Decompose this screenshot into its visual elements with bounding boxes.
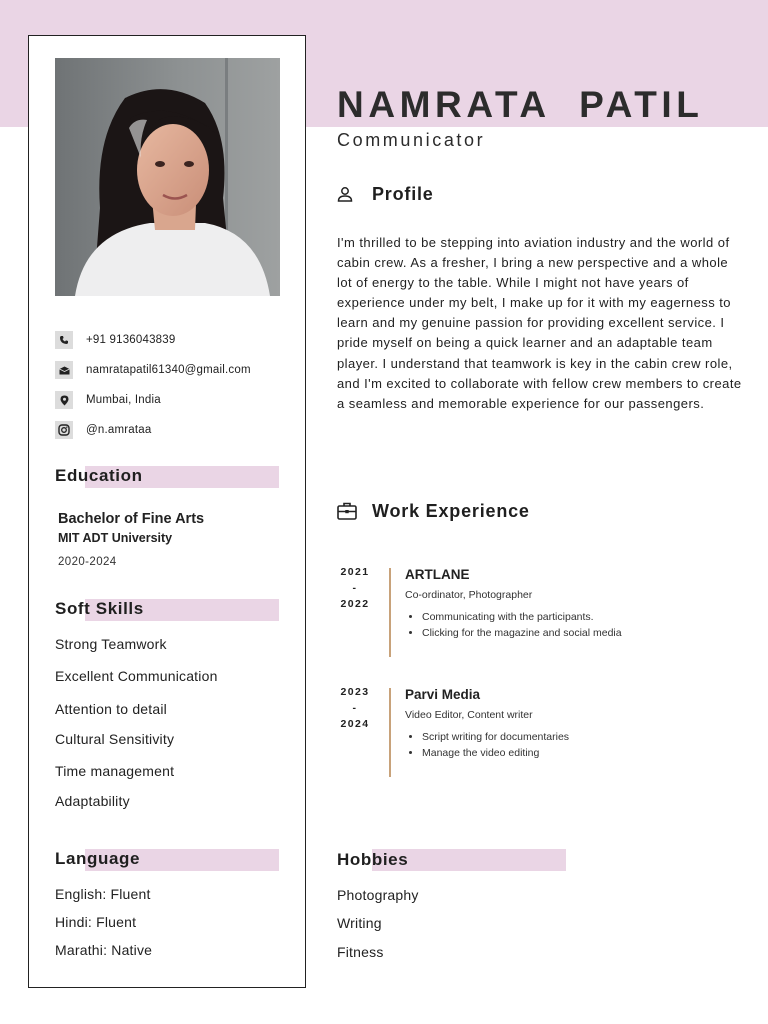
job-start-year: 2021 [340, 566, 370, 578]
candidate-role: Communicator [337, 130, 486, 150]
education-title: Education [55, 466, 143, 485]
contact-phone[interactable] [55, 331, 175, 349]
job-end-year: 2024 [340, 718, 370, 730]
contact-phone-text: +91 9136043839 [86, 334, 176, 346]
contact-instagram[interactable] [55, 421, 151, 439]
soft-skill-item: Cultural Sensitivity [55, 731, 175, 747]
candidate-name: NAMRATA PATIL [337, 84, 704, 125]
envelope-icon [55, 361, 73, 379]
language-title: Language [55, 849, 141, 868]
job-bullet: • Script writing for documentaries [422, 729, 569, 745]
hobbies-title: Hobbies [337, 850, 409, 869]
timeline-line [389, 568, 391, 657]
profile-photo [55, 58, 280, 296]
contact-email-text: namratapatil61340@gmail.com [86, 364, 251, 376]
hobby-item: Fitness [337, 944, 384, 960]
job-company: Parvi Media [405, 687, 481, 702]
job-bullet-list [422, 609, 622, 641]
job-bullet: • Communicating with the participants. [422, 609, 622, 625]
education-years: 2020-2024 [58, 556, 117, 568]
education-degree: Bachelor of Fine Arts [58, 511, 205, 527]
soft-skill-item: Strong Teamwork [55, 636, 167, 652]
job-role: Video Editor, Content writer [405, 709, 533, 721]
job-bullet: • Manage the video editing [422, 745, 569, 761]
profile-title: Profile [372, 184, 434, 204]
contact-instagram-text: @n.amrataa [86, 424, 152, 436]
instagram-icon [55, 421, 73, 439]
hobby-item: Photography [337, 887, 419, 903]
soft-skills-title: Soft Skills [55, 599, 144, 618]
phone-icon [55, 331, 73, 349]
contact-email[interactable] [55, 361, 251, 379]
language-item: Hindi: Fluent [55, 914, 137, 930]
soft-skill-item: Excellent Communication [55, 668, 218, 684]
language-item: Marathi: Native [55, 942, 153, 958]
education-university: MIT ADT University [58, 531, 173, 545]
user-icon [337, 186, 353, 207]
contact-location-text: Mumbai, India [86, 394, 161, 406]
timeline-line [389, 688, 391, 777]
soft-skill-item: Attention to detail [55, 701, 167, 717]
job-bullet: • Clicking for the magazine and social media [422, 625, 622, 641]
job-start-year: 2023 [340, 686, 370, 698]
job-company: ARTLANE [405, 567, 470, 582]
location-pin-icon [55, 391, 73, 409]
briefcase-icon [337, 502, 357, 525]
profile-summary: I'm thrilled to be stepping into aviation industry and the world of cabin crew. As a fresher, I bring a new perspective and a whole lot of energy to the table. While I might not have years of experience under my belt, I make up for it with my eagerness to learn and my genuine passion for providing excellent service. I pride myself on being a quick learner and an adaptable team player. I understand that teamwork is key in the cabin crew role, and I'm excited to collaborate with fellow crew members to create a seamless and memorable experience for our passengers. [337, 235, 742, 411]
work-experience-title: Work Experience [372, 501, 530, 521]
hobby-item: Writing [337, 915, 382, 931]
job-year-dash: - [352, 702, 358, 714]
contact-location [55, 391, 161, 409]
job-end-year: 2022 [340, 598, 370, 610]
job-role: Co-ordinator, Photographer [405, 589, 533, 601]
soft-skill-item: Adaptability [55, 793, 130, 809]
soft-skill-item: Time management [55, 763, 175, 779]
language-item: English: Fluent [55, 886, 151, 902]
job-year-dash: - [352, 582, 358, 594]
job-bullet-list [422, 729, 569, 761]
